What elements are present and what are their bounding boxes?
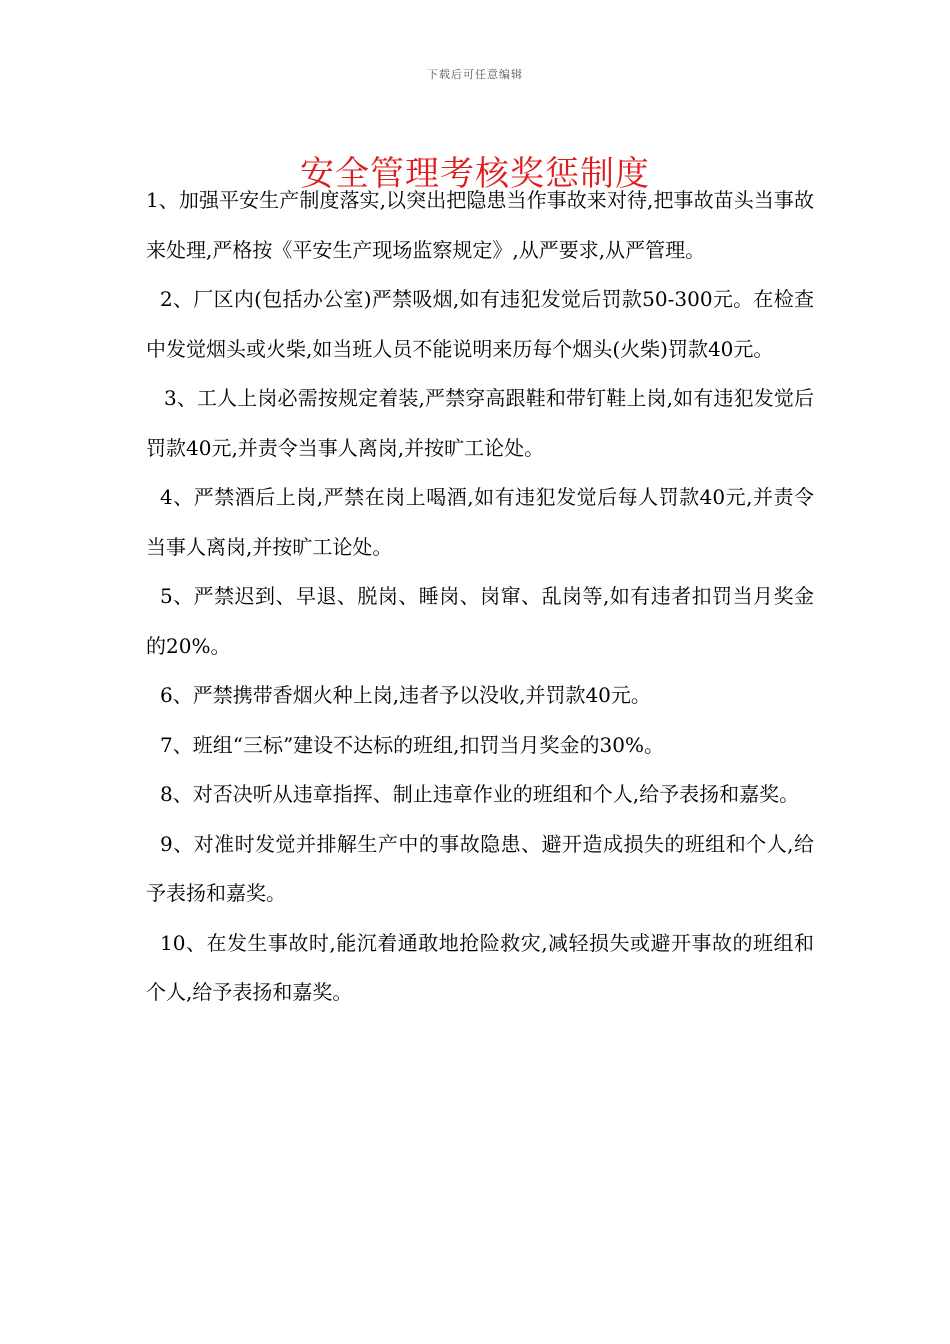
paragraph-7: 7、班组“三标”建设不达标的班组,扣罚当月奖金的30%。: [160, 732, 664, 757]
document-title: 安全管理考核奖惩制度: [300, 153, 650, 194]
paragraph-2: 2、厂区内(包括办公室)严禁吸烟,如有违犯发觉后罚款50-300元。在检查中发觉烟头或火柴,如当班人员不能说明来历每个烟头(火柴)罚款40元。: [146, 287, 814, 361]
paragraph-4: 4、严禁酒后上岗,严禁在岗上喝酒,如有违犯发觉后每人罚款40元,并责令当事人离岗,并按旷工论处。: [146, 485, 814, 559]
paragraph-9: 9、对准时发觉并排解生产中的事故隐患、避开造成损失的班组和个人,给予表扬和嘉奖。: [146, 831, 814, 905]
paragraph-5: 5、严禁迟到、早退、脱岗、睡岗、岗窜、乱岗等,如有违者扣罚当月奖金的20%。: [146, 584, 814, 658]
document-body: [146, 176, 814, 1018]
paragraph-3: 3、工人上岗必需按规定着装,严禁穿高跟鞋和带钉鞋上岗,如有违犯发觉后罚款40元,并责令当事人离岗,并按旷工论处。: [146, 386, 814, 460]
paragraph-1: 1、加强平安生产制度落实,以突出把隐患当作事故来对待,把事故苗头当事故来处理,严格按《平安生产现场监察规定》,从严要求,从严管理。: [146, 188, 814, 262]
paragraph-6: 6、严禁携带香烟火种上岗,违者予以没收,并罚款40元。: [160, 683, 651, 707]
header-note: 下载后可任意编辑: [427, 68, 523, 81]
paragraph-8: 8、对否决听从违章指挥、制止违章作业的班组和个人,给予表扬和嘉奖。: [160, 782, 800, 806]
paragraph-10: 10、在发生事故时,能沉着通敢地抢险救灾,减轻损失或避开事故的班组和个人,给予表扬和嘉奖。: [146, 930, 814, 1004]
